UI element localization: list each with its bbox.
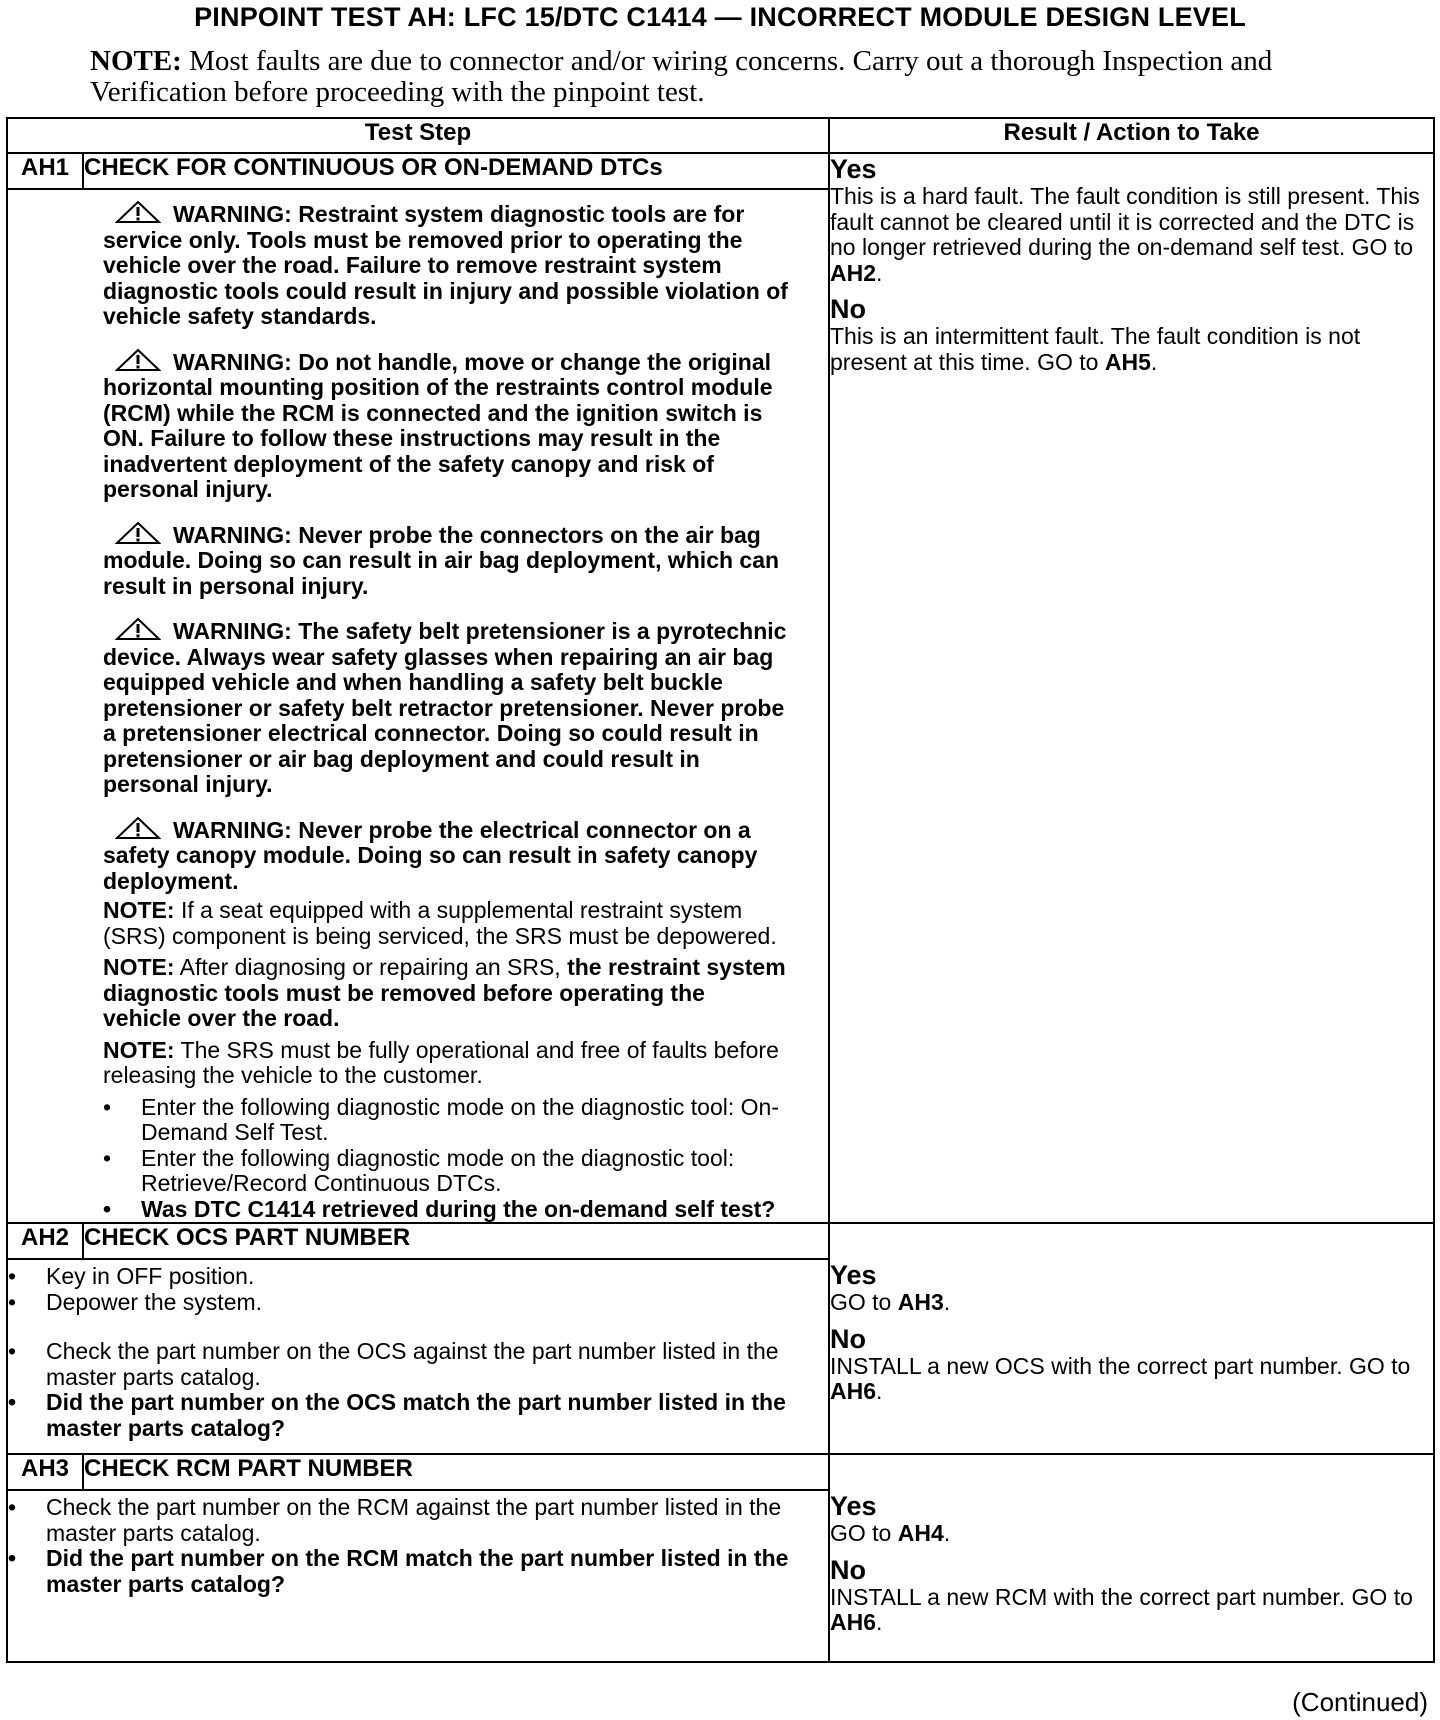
list-item: • Check the part number on the RCM against the part number listed in the master parts catalog. [8, 1495, 828, 1546]
yes-label: Yes [830, 1260, 877, 1290]
warning-triangle-icon [115, 521, 161, 545]
yes-label: Yes [830, 1491, 877, 1521]
warning-triangle-icon [115, 348, 161, 372]
list-item: • Enter the following diagnostic mode on the diagnostic tool: On-Demand Self Test. [103, 1095, 788, 1146]
pinpoint-test-table [6, 117, 1435, 1663]
header-test-step: Test Step [7, 118, 829, 153]
no-goto-link[interactable]: AH6 [830, 1609, 877, 1635]
note-label: NOTE: [103, 897, 175, 923]
warning-block [103, 521, 788, 600]
step-ah3-result [829, 1454, 1434, 1662]
step-ah1-title-row [7, 153, 1434, 189]
warning-block [103, 816, 788, 895]
step-title: CHECK RCM PART NUMBER [83, 1454, 829, 1490]
step-title: CHECK FOR CONTINUOUS OR ON-DEMAND DTCs [83, 153, 829, 189]
step-bullets [8, 1339, 828, 1441]
step-question: • Was DTC C1414 retrieved during the on-demand self test? [103, 1197, 788, 1223]
warning-text: WARNING: The safety belt pretensioner is a pyrotechnic device. Always wear safety glasses when repairing an air bag equipped vehicle and when handling a safety belt buckle pretensioner or safety belt retractor pretensioner. Never probe a pretensioner electrical connector. Doing so could result in pretensioner or air bag deployment and could result in personal injury. [103, 618, 787, 797]
step-question: • Did the part number on the OCS match the part number listed in the master parts catalog? [8, 1390, 828, 1441]
note-block [103, 955, 788, 1032]
step-ah2-title-row [7, 1223, 1434, 1259]
step-question: • Did the part number on the RCM match the part number listed in the master parts catalog? [8, 1546, 828, 1597]
note-block [103, 1038, 788, 1089]
note-text: After diagnosing or repairing an SRS, [174, 954, 568, 980]
step-ah2-result [829, 1223, 1434, 1454]
step-ah3-title-row [7, 1454, 1434, 1490]
step-id: AH3 [7, 1454, 83, 1490]
no-text: This is an intermittent fault. The fault condition is not present at this time. GO to [830, 323, 1361, 375]
page-title: PINPOINT TEST AH: LFC 15/DTC C1414 — INCORRECT MODULE DESIGN LEVEL [194, 2, 1246, 32]
continued-label: (Continued) [1292, 1687, 1428, 1717]
no-text: INSTALL a new RCM with the correct part number. GO to [830, 1583, 1413, 1610]
warning-triangle-icon [115, 816, 161, 840]
list-item: • Enter the following diagnostic mode on the diagnostic tool: Retrieve/Record Continuous DTCs. [103, 1146, 788, 1197]
no-label: No [830, 294, 866, 324]
step-title: CHECK OCS PART NUMBER [83, 1223, 829, 1259]
note-label: NOTE: [103, 954, 175, 980]
yes-goto-link[interactable]: AH3 [897, 1289, 944, 1315]
result-no: No INSTALL a new RCM with the correct part number. GO to AH6. [830, 1555, 1433, 1636]
no-label: No [830, 1554, 866, 1585]
intro-note-text: Most faults are due to connector and/or wiring concerns. Carry out a thorough Inspection and Verification before proceeding with the pinpoint test. [90, 45, 1273, 108]
list-item: • Check the part number on the OCS against the part number listed in the master parts catalog. [8, 1339, 828, 1390]
yes-text: This is a hard fault. The fault condition is still present. This fault cannot be cleared until it is corrected and the DTC is no longer retrieved during the on-demand self test. GO to [830, 183, 1420, 260]
step-id: AH1 [7, 153, 83, 189]
result-no: No This is an intermittent fault. The fault condition is not present at this time. GO to AH5. [830, 294, 1433, 375]
step-ah2-body [7, 1259, 829, 1454]
warning-triangle-icon [115, 617, 161, 641]
yes-goto-link[interactable]: AH4 [897, 1520, 944, 1546]
warning-block [103, 348, 788, 503]
step-bullets [8, 1264, 828, 1315]
no-goto-link[interactable]: AH5 [1104, 348, 1151, 375]
no-text: INSTALL a new OCS with the correct part number. GO to [830, 1352, 1411, 1379]
header-result: Result / Action to Take [829, 118, 1434, 153]
step-ah3-body [7, 1490, 829, 1662]
note-text: The SRS must be fully operational and free of faults before releasing the vehicle to the customer. [103, 1036, 779, 1088]
warning-block [103, 200, 788, 330]
intro-note [90, 46, 1390, 108]
intro-note-label: NOTE: [90, 45, 182, 77]
list-item: • Key in OFF position. [8, 1264, 828, 1290]
warning-text: WARNING: Restraint system diagnostic tools are for service only. Tools must be removed prior to operating the vehicle over the road. Failure to remove restraint system diagnostic tools could result in injury and possible violation of vehicle safety standards. [103, 201, 788, 329]
note-text: If a seat equipped with a supplemental restraint system (SRS) component is being serviced, the SRS must be depowered. [103, 897, 777, 949]
result-yes: Yes GO to AH3. [830, 1260, 1433, 1316]
result-yes: Yes This is a hard fault. The fault condition is still present. This fault cannot be cleared until it is corrected and the DTC is no longer retrieved during the on-demand self test. GO to AH2. [830, 154, 1433, 286]
warning-text: WARNING: Never probe the connectors on the air bag module. Doing so can result in air bag deployment, which can result in personal injury. [103, 521, 780, 599]
no-goto-link[interactable]: AH6 [830, 1378, 877, 1404]
yes-text: GO to [830, 1520, 898, 1546]
step-bullets [103, 1095, 788, 1223]
step-ah1-result [829, 153, 1434, 1223]
list-item: • Depower the system. [8, 1290, 828, 1316]
step-bullets [8, 1495, 828, 1597]
step-ah1-body [7, 189, 829, 1223]
table-header-row [7, 118, 1434, 153]
result-no: No INSTALL a new OCS with the correct part number. GO to AH6. [830, 1324, 1433, 1405]
yes-text: GO to [830, 1289, 898, 1315]
warning-block [103, 617, 788, 798]
note-bold-text: the restraint system diagnostic tools must be removed before operating the vehicle over the road. [103, 954, 786, 1031]
yes-goto-link[interactable]: AH2 [830, 259, 877, 286]
warning-text: WARNING: Never probe the electrical connector on a safety canopy module. Doing so can result in safety canopy deployment. [103, 816, 758, 894]
result-yes: Yes GO to AH4. [830, 1491, 1433, 1547]
note-block [103, 898, 788, 949]
yes-label: Yes [830, 154, 877, 184]
warning-text: WARNING: Do not handle, move or change the original horizontal mounting position of the restraints control module (RCM) while the RCM is connected and the ignition switch is ON. Failure to follow these instructions may result in the inadvertent deployment of the safety canopy and risk of personal injury. [103, 348, 773, 502]
no-label: No [830, 1323, 866, 1354]
step-id: AH2 [7, 1223, 83, 1259]
note-label: NOTE: [103, 1036, 175, 1063]
warning-triangle-icon [115, 200, 161, 224]
